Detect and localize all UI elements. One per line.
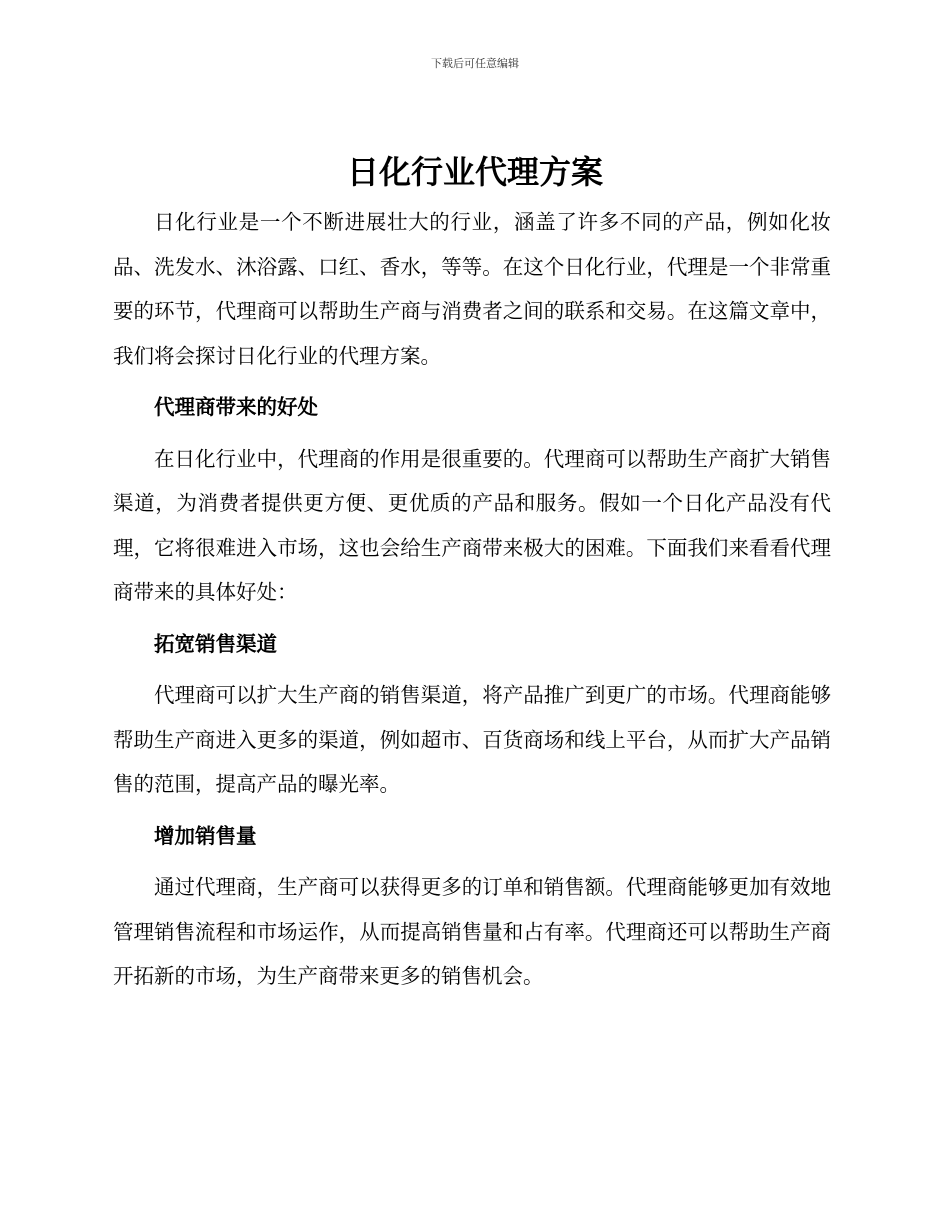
sales-paragraph: 通过代理商，生产商可以获得更多的订单和销售额。代理商能够更加有效地管理销售流程和市场运作，从而提高销售量和占有率。代理商还可以帮助生产商开拓新的市场，为生产商带来更多的销售机会。 xyxy=(113,875,831,988)
benefits-paragraph: 在日化行业中，代理商的作用是很重要的。代理商可以帮助生产商扩大销售渠道，为消费者提供更方便、更优质的产品和服务。假如一个日化产品没有代理，它将很难进入市场，这也会给生产商带来极大的困难。下面我们来看看代理商带来的具体好处： xyxy=(113,446,831,604)
section-heading-benefits: 代理商带来的好处 xyxy=(154,395,318,419)
channels-paragraph: 代理商可以扩大生产商的销售渠道，将产品推广到更广的市场。代理商能够帮助生产商进入更多的渠道，例如超市、百货商场和线上平台，从而扩大产品销售的范围，提高产品的曝光率。 xyxy=(113,683,831,796)
intro-paragraph: 日化行业是一个不断进展壮大的行业，涵盖了许多不同的产品，例如化妆品、洗发水、沐浴露、口红、香水，等等。在这个日化行业，代理是一个非常重要的环节，代理商可以帮助生产商与消费者之间的联系和交易。在这篇文章中，我们将会探讨日化行业的代理方案。 xyxy=(113,210,831,368)
header-note: 下载后可任意编辑 xyxy=(431,57,519,70)
document-title: 日化行业代理方案 xyxy=(346,153,603,191)
section-heading-sales: 增加销售量 xyxy=(154,823,257,848)
section-heading-channels: 拓宽销售渠道 xyxy=(154,631,277,656)
document-body xyxy=(113,200,831,999)
